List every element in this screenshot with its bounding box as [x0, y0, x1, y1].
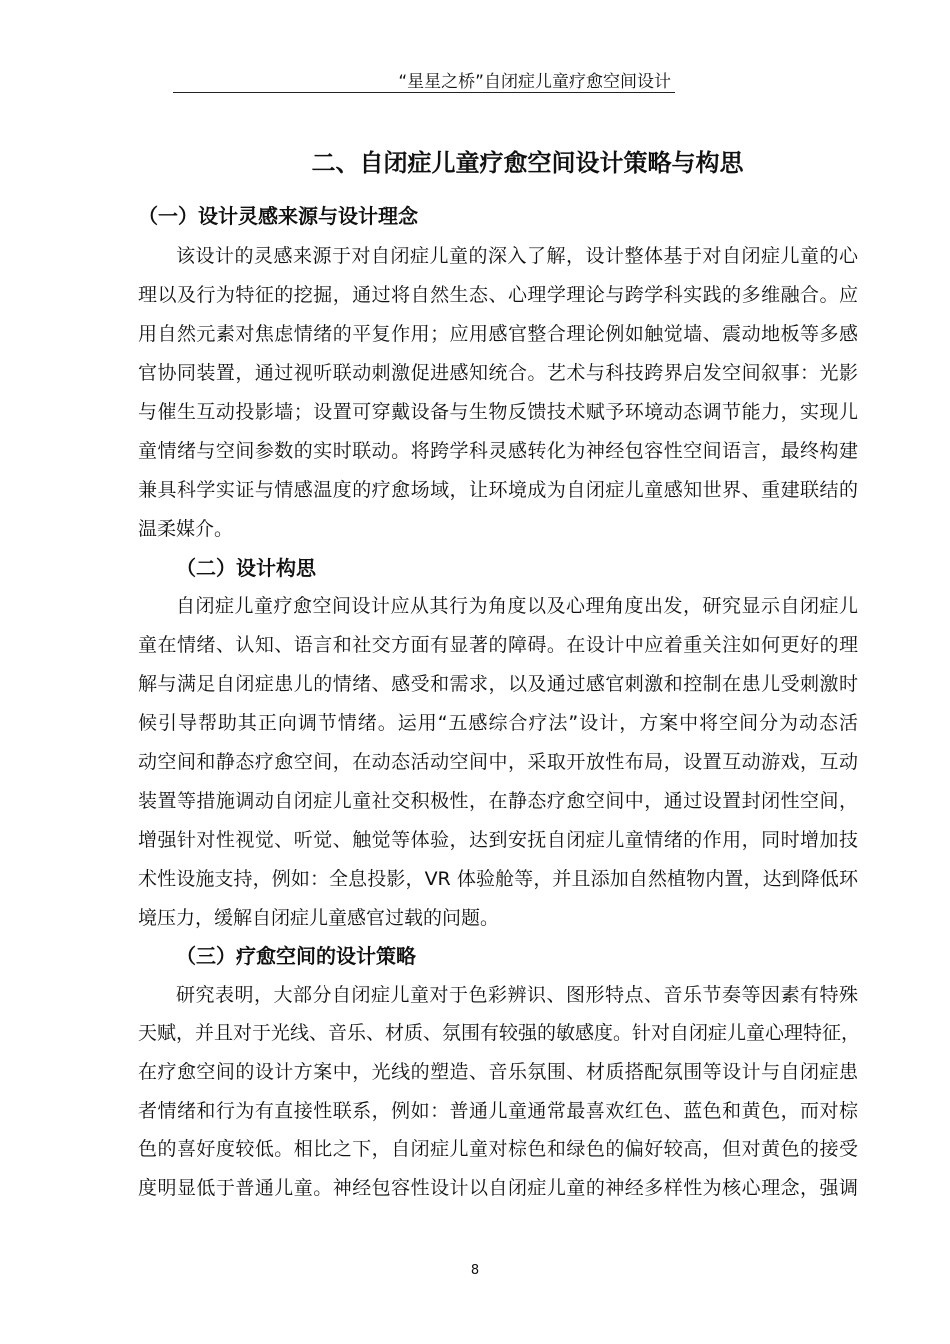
paragraph-line: 者情绪和行为有直接性联系，例如：普通儿童通常最喜欢红色、蓝色和黄色，而对棕	[138, 1100, 858, 1122]
paragraph-line: 温柔媒介。	[138, 518, 234, 540]
chapter-title: 二、自闭症儿童疗愈空间设计策略与构思	[311, 149, 744, 177]
paragraph-line: 动空间和静态疗愈空间，在动态活动空间中，采取开放性布局，设置互动游戏，互动	[138, 751, 858, 773]
paragraph-line: 童在情绪、认知、语言和社交方面有显著的障碍。在设计中应着重关注如何更好的理	[138, 634, 858, 656]
paragraph-line: 色的喜好度较低。相比之下，自闭症儿童对棕色和绿色的偏好较高，但对黄色的接受	[138, 1138, 858, 1160]
paragraph-line: 用自然元素对焦虑情绪的平复作用；应用感官整合理论例如触觉墙、震动地板等多感	[138, 323, 858, 345]
paragraph-line: 在疗愈空间的设计方案中，光线的塑造、音乐氛围、材质搭配氛围等设计与自闭症患	[138, 1061, 858, 1083]
paragraph-line: 天赋，并且对于光线、音乐、材质、氛围有较强的敏感度。针对自闭症儿童心理特征，	[138, 1022, 861, 1044]
paragraph-line: 增强针对性视觉、听觉、触觉等体验，达到安抚自闭症儿童情绪的作用，同时增加技	[138, 829, 858, 851]
paragraph-line: 装置等措施调动自闭症儿童社交积极性，在静态疗愈空间中，通过设置封闭性空间，	[138, 790, 858, 812]
paragraph-line: 研究表明，大部分自闭症儿童对于色彩辨识、图形特点、音乐节奏等因素有特殊	[176, 984, 858, 1006]
page-number: 8	[470, 1263, 480, 1278]
paragraph-line: 度明显低于普通儿童。神经包容性设计以自闭症儿童的神经多样性为核心理念，强调	[138, 1177, 858, 1199]
paragraph-line: 候引导帮助其正向调节情绪。运用“五感综合疗法”设计，方案中将空间分为动态活	[138, 712, 858, 734]
section-heading: （三）疗愈空间的设计策略	[176, 944, 416, 968]
section-heading: （二）设计构思	[176, 556, 316, 580]
paragraph-line: 境压力，缓解自闭症儿童感官过载的问题。	[138, 907, 500, 929]
paragraph-line: 与催生互动投影墙；设置可穿戴设备与生物反馈技术赋予环境动态调节能力，实现儿	[138, 401, 858, 423]
header-rule	[173, 92, 675, 93]
paragraph-line: 解与满足自闭症患儿的情绪、感受和需求，以及通过感官刺激和控制在患儿受刺激时	[138, 673, 858, 695]
paragraph-line: 官协同装置，通过视听联动刺激促进感知统合。艺术与科技跨界启发空间叙事：光影	[138, 362, 858, 384]
running-header: “星星之桥”自闭症儿童疗愈空间设计	[398, 72, 671, 92]
paragraph-line: 理以及行为特征的挖掘，通过将自然生态、心理学理论与跨学科实践的多维融合。应	[138, 284, 858, 306]
paragraph-line: 该设计的灵感来源于对自闭症儿童的深入了解，设计整体基于对自闭症儿童的心	[176, 245, 858, 267]
paragraph-line: 自闭症儿童疗愈空间设计应从其行为角度以及心理角度出发，研究显示自闭症儿	[176, 595, 858, 617]
paragraph-line: 术性设施支持，例如：全息投影，VR 体验舱等，并且添加自然植物内置，达到降低环	[138, 868, 858, 890]
section-heading: （一）设计灵感来源与设计理念	[138, 204, 418, 228]
paragraph-line: 童情绪与空间参数的实时联动。将跨学科灵感转化为神经包容性空间语言，最终构建	[138, 440, 858, 462]
paragraph-line: 兼具科学实证与情感温度的疗愈场域，让环境成为自闭症儿童感知世界、重建联结的	[138, 479, 858, 501]
